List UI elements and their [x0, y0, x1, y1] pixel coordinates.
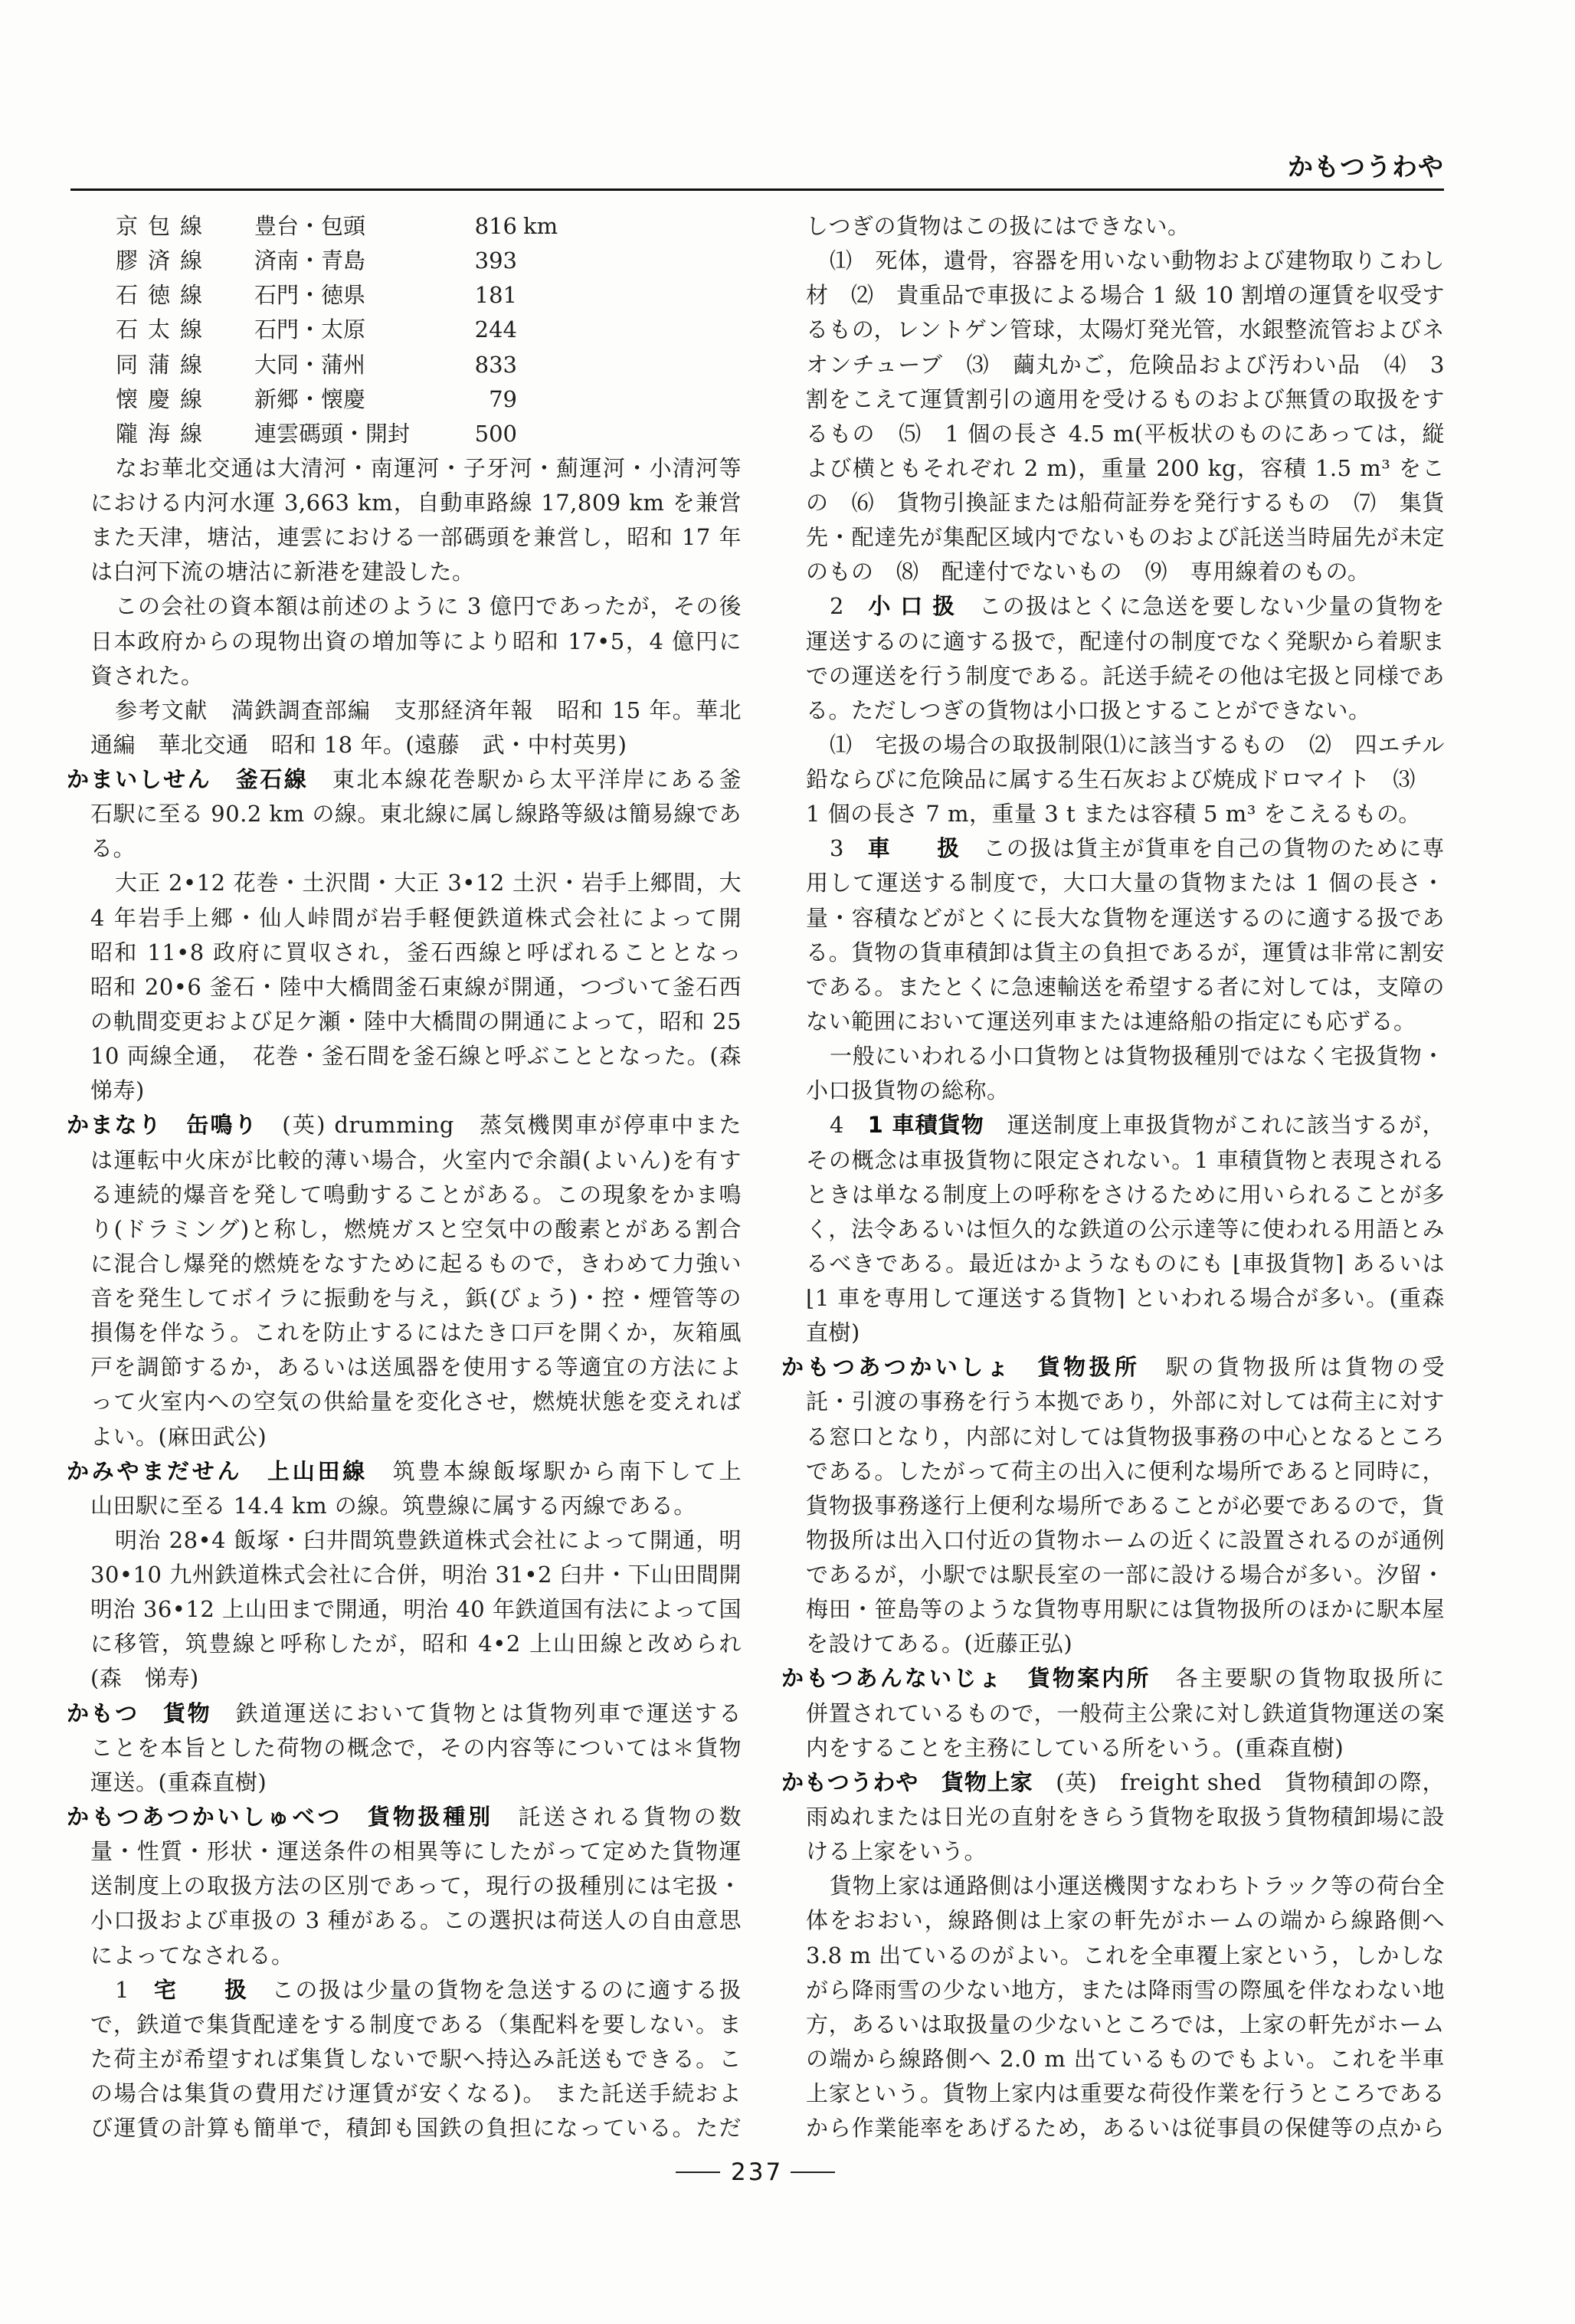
text-line — [806, 1212, 1445, 1246]
text-segment: 山田駅に至る 14.4 km の線。筑豊線に属する丙線である。 — [90, 1493, 696, 1519]
text-line — [806, 1834, 1445, 1868]
text-segment: 戸を調節するか，あるいは送風器を使用する等適宜の方法によ — [90, 1354, 742, 1380]
text-segment: である。またとくに急速輸送を希望する者に対しては，支障の — [806, 974, 1445, 1000]
text-segment: 明治 36•12 上山田まで開通，明治 40 年鉄道国有法によって国 — [90, 1596, 742, 1622]
text-segment: 筑豊本線飯塚駅から南下して上 — [368, 1458, 742, 1484]
text-segment: 30•10 九州鉄道株式会社に合併，明治 31•2 臼井・下山田間開 — [90, 1562, 742, 1588]
headword: 1 車積貨物 — [867, 1112, 984, 1138]
distance-value: 393 — [474, 247, 517, 274]
text-segment: た荷主が希望すれば集貨しないで駅へ持込み託送もできる。こ — [90, 2046, 742, 2072]
text-line — [806, 1558, 1445, 1591]
text-line — [806, 1696, 1445, 1730]
line-name: 隴海線 — [116, 421, 213, 447]
text-segment: 雨ぬれまたは日光の直射をきらう貨物を取扱う貨物積卸場に設 — [806, 1804, 1445, 1830]
text-segment: 体をおおい，線路側は上家の軒先がホームの端から線路側へ — [806, 1907, 1445, 1933]
text-segment: の ⑹ 貨物引換証または船荷証券を発行するもの ⑺ 集貨 — [806, 490, 1445, 516]
text-segment: 貨物扱事務遂行上便利な場所であることが必要であるので，貨 — [806, 1493, 1445, 1519]
text-segment: ける上家をいう。 — [806, 1838, 987, 1864]
running-head: かもつうわや — [1288, 152, 1444, 182]
text-line — [806, 1800, 1445, 1834]
text-line — [806, 901, 1445, 935]
paragraph-first-line — [830, 1039, 1445, 1073]
distance-value: 181 — [474, 282, 517, 308]
text-segment: るもの，レントゲン管球，太陽灯発光管，水銀整流管およびネ — [806, 316, 1445, 343]
paragraph-first-line — [830, 589, 1445, 623]
route-section: 豊台・包頭 — [254, 213, 366, 239]
text-segment: 貨物上家は通路側は小運送機関すなわちトラック等の荷台全 — [830, 1873, 1445, 1899]
text-line — [806, 2008, 1445, 2041]
text-segment: この会社の資本額は前述のように 3 億円であったが，その後 — [115, 593, 742, 619]
text-segment: よび横ともそれぞれ 2 m)，重量 200 kg，容積 1.5 m³ をこ — [806, 455, 1445, 481]
paragraph-first-line — [830, 728, 1445, 762]
headword: かまいしせん 釜石線 — [67, 766, 309, 792]
text-segment: を設けてある。(近藤正弘) — [806, 1631, 1073, 1657]
distance-value: 816 — [474, 213, 517, 239]
entry-headword-line — [781, 1350, 1445, 1384]
text-segment: 併置されているもので，一般荷主公衆に対し鉄道貨物運送の案 — [806, 1700, 1445, 1726]
text-segment: の軌間変更および足ケ瀬・陸中大橋間の開通によって，昭和 25 — [90, 1008, 742, 1034]
text-segment: るもの ⑸ 1 個の長さ 4.5 m(平板状のものにあっては，縦 — [806, 421, 1445, 447]
text-segment: 先・配達先が集配区域内でないものおよび託送当時届先が未定 — [806, 524, 1445, 550]
text-segment: 東北本線花巻駅から太平洋岸にある釜 — [308, 766, 742, 792]
entry-headword-line — [781, 1661, 1445, 1695]
distance-value: 833 — [474, 352, 517, 378]
text-segment: 1 — [115, 1977, 154, 2003]
text-segment: 量・容積などがとくに長大な貨物を運送するのに適する扱であ — [806, 905, 1445, 931]
line-name: 京包線 — [116, 213, 213, 239]
route-section: 済南・青島 — [254, 247, 366, 274]
text-segment: (森 悌寿) — [90, 1665, 199, 1691]
text-segment: また天津，塘沽，連雲における一部碼頭を兼営し，昭和 17 年 — [90, 524, 742, 550]
text-segment: 駅の貨物扱所は貨物の受 — [1140, 1354, 1445, 1380]
text-segment: ない範囲において運送列車または連絡船の指定にも応ずる。 — [806, 1008, 1416, 1034]
text-segment: 資された。 — [90, 663, 204, 689]
text-line — [806, 762, 1445, 796]
distance-value: 244 — [474, 316, 517, 343]
route-section: 石門・太原 — [254, 316, 366, 343]
text-line — [806, 1903, 1445, 1937]
text-segment: る窓口となり，内部に対しては貨物扱事務の中心となるところ — [806, 1424, 1445, 1450]
entry-headword-line — [781, 1765, 1445, 1799]
text-segment: る。貨物の貨車積卸は貨主の負担であるが，運賃は非常に割安 — [806, 939, 1445, 965]
text-line — [806, 1592, 1445, 1626]
text-segment: 10 両線全通， 花巻・釜石間を釜石線と呼ぶこととなった。(森 — [90, 1043, 742, 1069]
text-segment: によってなされる。 — [90, 1942, 294, 1968]
paragraph-first-line — [830, 244, 1445, 277]
route-section: 大同・蒲州 — [254, 352, 366, 378]
headword: かもつあんないじょ 貨物案内所 — [781, 1665, 1151, 1691]
text-segment: で，鉄道で集貨配達をする制度である（集配料を要しない。ま — [90, 2011, 742, 2037]
text-segment: 運送。(重森直樹) — [90, 1769, 267, 1795]
headword: 車 扱 — [867, 835, 961, 861]
text-segment: での運送を行う制度である。託送手続その他は宅扱と同様であ — [806, 663, 1445, 689]
text-line — [806, 1385, 1445, 1418]
distance-value: 500 — [474, 421, 517, 447]
text-segment: 鉄道運送において貨物とは貨物列車で運送する — [211, 1700, 742, 1726]
text-segment: 送制度上の取扱方法の区別であって，現行の扱種別には宅扱・ — [90, 1873, 742, 1899]
headword: かもつうわや 貨物上家 — [781, 1769, 1033, 1795]
text-segment: 物扱所は出入口付近の貨物ホームの近くに設置されるのが通例 — [806, 1527, 1445, 1553]
text-segment: ことを本旨とした荷物の概念で，その内容等については＊貨物 — [90, 1735, 742, 1761]
text-line — [806, 1973, 1445, 2007]
text-segment: 4 — [830, 1112, 868, 1138]
text-segment: び運賃の計算も簡単で，積卸も国鉄の負担になっている。ただ — [90, 2115, 742, 2141]
text-segment: 託・引渡の事務を行う本拠であり，外部に対しては荷主に対す — [806, 1388, 1445, 1414]
text-segment: 運送制度上車扱貨物がこれに該当するが， — [984, 1112, 1445, 1138]
text-line — [806, 1731, 1445, 1765]
distance-unit: km — [523, 213, 558, 239]
headword: 宅 扱 — [153, 1977, 248, 2003]
route-section: 石門・徳県 — [254, 282, 366, 308]
text-line — [806, 936, 1445, 969]
text-segment: 材 ⑵ 貴重品で車扱による場合 1 級 10 割増の運賃を収受す — [806, 282, 1445, 308]
text-segment: く，法令あるいは恒久的な鉄道の公示達等に使われる用語とみ — [806, 1216, 1445, 1242]
text-line — [806, 209, 1445, 243]
headword: かもつあつかいしょ 貨物扱所 — [781, 1354, 1141, 1380]
text-segment: ⑴ 死体，遺骨，容器を用いない動物および建物取りこわし — [830, 247, 1445, 274]
text-segment: の場合は集貨の費用だけ運賃が安くなる)。 また託送手続およ — [90, 2080, 742, 2106]
text-line — [806, 278, 1445, 312]
paragraph-first-line — [830, 1108, 1445, 1142]
text-segment: 一般にいわれる小口貨物とは貨物扱種別ではなく宅扱貨物・ — [830, 1043, 1445, 1069]
text-segment: 音を発生してボイラに振動を与え，鋲(びょう)・控・煙管等の — [90, 1285, 742, 1311]
text-segment: 明治 28•4 飯塚・臼井間筑豊鉄道株式会社によって開通，明 — [115, 1527, 742, 1553]
headword: かみやまだせん 上山田線 — [67, 1458, 368, 1484]
text-segment: 悌寿) — [90, 1077, 145, 1103]
line-name: 石太線 — [116, 316, 213, 343]
text-segment: 託送される貨物の数 — [493, 1804, 742, 1830]
text-line — [806, 866, 1445, 900]
text-line — [806, 624, 1445, 658]
page-number-dash-right — [791, 2172, 835, 2173]
text-line — [806, 659, 1445, 693]
text-segment: オンチューブ ⑶ 繭丸かご，危険品および汚わい品 ⑷ 3 — [806, 352, 1445, 378]
text-line — [806, 520, 1445, 554]
text-line — [806, 797, 1445, 831]
line-name: 同蒲線 — [116, 352, 213, 378]
text-line — [806, 2111, 1445, 2145]
text-segment: って火室内への空気の供給量を変化させ，燃焼状態を変えれば — [90, 1388, 742, 1414]
text-segment: の端から線路側へ 2.0 m 出ているものでもよい。これを半車 — [806, 2046, 1445, 2072]
paragraph-first-line — [830, 831, 1445, 865]
line-name: 懐慶線 — [116, 386, 213, 412]
text-segment: 昭和 11•8 政府に買収され，釜石西線と呼ばれることとなっ — [90, 939, 742, 965]
text-segment: よい。(麻田武公) — [90, 1424, 267, 1450]
text-line — [806, 1420, 1445, 1454]
text-line — [806, 1627, 1445, 1660]
text-line — [806, 2042, 1445, 2076]
text-segment: 用して運送する制度で，大口大量の貨物または 1 個の長さ・ — [806, 870, 1445, 896]
text-segment: に混合し爆発的燃焼をなすために起るもので，きわめて力強い — [90, 1251, 742, 1277]
text-segment: 昭和 20•6 釜石・陸中大橋間釜石東線が開通，つづいて釜石西 — [90, 974, 742, 1000]
text-line — [806, 486, 1445, 520]
text-segment: るべきである。最近はかようなものにも ⌊車扱貨物⌉ あるいは — [806, 1251, 1445, 1277]
text-line — [806, 1454, 1445, 1488]
line-name: 石徳線 — [116, 282, 213, 308]
text-segment: る連続的爆音を発して鳴動することがある。この現象をかま鳴 — [90, 1182, 742, 1208]
text-segment: は運転中火床が比較的薄い場合，火室内で余韻(よいん)を有す — [90, 1147, 742, 1173]
text-segment: であるが，小駅では駅長室の一部に設ける場合が多い。汐留・ — [806, 1562, 1445, 1588]
text-line — [806, 451, 1445, 485]
text-segment: ⌊1 車を専用して運送する貨物⌉ といわれる場合が多い。(重森 — [806, 1285, 1445, 1311]
page-number-dash-left — [676, 2172, 720, 2173]
text-segment: ⑴ 宅扱の場合の取扱制限⑴に該当するもの ⑵ 四エチル — [830, 732, 1445, 758]
text-segment: 方，あるいは取扱量の少ないところでは，上家の軒先がホーム — [806, 2011, 1445, 2037]
text-segment: しつぎの貨物はこの扱にはできない。 — [806, 213, 1190, 239]
text-segment: における内河水運 3,663 km，自動車路線 17,809 km を兼営 — [90, 490, 742, 516]
text-segment: である。したがって荷主の出入に便利な場所であると同時に， — [806, 1458, 1445, 1484]
text-line — [806, 1316, 1445, 1349]
text-segment: から作業能率をあげるため，あるいは従事員の保健等の点から — [806, 2115, 1445, 2141]
text-segment: 3 — [830, 835, 868, 861]
text-segment: のもの ⑻ 配達付でないもの ⑼ 専用線着のもの。 — [806, 559, 1370, 585]
text-line — [806, 2077, 1445, 2110]
line-name: 膠済線 — [116, 247, 213, 274]
text-line — [806, 693, 1445, 727]
text-segment: ときは単なる制度上の呼称をさけるために用いられることが多 — [806, 1182, 1445, 1208]
text-segment: 直樹) — [806, 1319, 860, 1346]
text-segment: 割をこえて運賃割引の適用を受けるものおよび無賃の取扱をす — [806, 386, 1445, 412]
headword: かもつ 貨物 — [67, 1700, 212, 1726]
text-segment: 1 個の長さ 7 m，重量 3 t または容積 5 m³ をこえるもの。 — [806, 801, 1421, 827]
text-line — [806, 1281, 1445, 1315]
headword: 小 口 扱 — [868, 593, 956, 619]
text-segment: に移管，筑豊線と呼称したが，昭和 4•2 上山田線と改められ — [90, 1631, 742, 1657]
text-segment: なお華北交通は大清河・南運河・子牙河・薊運河・小清河等 — [115, 455, 742, 481]
text-line — [806, 417, 1445, 451]
distance-value: 79 — [489, 386, 517, 412]
text-line — [806, 1939, 1445, 1972]
text-line — [806, 1073, 1445, 1107]
text-segment: がら降雨雪の少ない地方，または降雨雪の際風を伴なわない地 — [806, 1977, 1445, 2003]
text-segment: り(ドラミング)と称し，燃焼ガスと空気中の酸素とがある割合 — [90, 1216, 742, 1242]
text-line — [806, 348, 1445, 382]
text-line — [806, 382, 1445, 416]
text-segment: (英) freight shed 貨物積卸の際， — [1033, 1769, 1445, 1795]
text-line — [806, 1005, 1445, 1038]
text-segment: 小口扱および車扱の 3 種がある。この選択は荷送人の自由意思 — [90, 1907, 742, 1933]
text-segment: 鉛ならびに危険品に属する生石灰および焼成ドロマイト ⑶ — [806, 766, 1416, 792]
text-segment: 各主要駅の貨物取扱所に — [1151, 1665, 1445, 1691]
text-segment: (英) drumming 蒸気機関車が停車中また — [258, 1112, 742, 1138]
headword: かまなり 缶鳴り — [67, 1112, 259, 1138]
text-segment: 2 — [830, 593, 869, 619]
text-line — [806, 1523, 1445, 1557]
text-segment: 4 年岩手上郷・仙人峠間が岩手軽便鉄道株式会社によって開 — [90, 905, 742, 931]
text-line — [806, 970, 1445, 1004]
text-line — [806, 1247, 1445, 1280]
text-line — [806, 1143, 1445, 1177]
text-segment: 量・性質・形状・運送条件の相異等にしたがって定めた貨物運 — [90, 1838, 742, 1864]
text-segment: この扱は貨主が貨車を自己の貨物のために専 — [960, 835, 1445, 861]
text-segment: 通編 華北交通 昭和 18 年。(遠藤 武・中村英男) — [90, 732, 627, 758]
text-line — [806, 1489, 1445, 1523]
text-segment: る。ただしつぎの貨物は小口扱とすることができない。 — [806, 697, 1371, 723]
text-segment: 3.8 m 出ているのがよい。これを全車覆上家という，しかしな — [806, 1942, 1445, 1968]
text-line — [806, 313, 1445, 346]
route-section: 新郷・懐慶 — [254, 386, 366, 412]
text-line — [806, 1178, 1445, 1211]
text-segment: 参考文献 満鉄調査部編 支那経済年報 昭和 15 年。華北 — [115, 697, 742, 723]
text-segment: る。 — [90, 835, 136, 861]
text-segment: この扱はとくに急送を要しない少量の貨物を — [955, 593, 1445, 619]
paragraph-first-line — [830, 1869, 1445, 1903]
text-segment: 石駅に至る 90.2 km の線。東北線に属し線路等級は簡易線であ — [90, 801, 742, 827]
text-segment: 上家という。貨物上家内は重要な荷役作業を行うところである — [806, 2080, 1445, 2106]
headword: かもつあつかいしゅべつ 貨物扱種別 — [67, 1804, 493, 1830]
page-number: 237 — [731, 2158, 784, 2186]
text-segment: その概念は車扱貨物に限定されない。1 車積貨物と表現される — [806, 1147, 1445, 1173]
route-section: 連雲碼頭・開封 — [254, 421, 411, 447]
text-segment: 梅田・笹島等のような貨物専用駅には貨物扱所のほかに駅本屋 — [806, 1596, 1445, 1622]
text-segment: 内をすることを主務にしている所をいう。(重森直樹) — [806, 1735, 1344, 1761]
text-segment: 運送するのに適する扱で，配達付の制度でなく発駅から着駅ま — [806, 628, 1445, 654]
text-segment: 日本政府からの現物出資の増加等により昭和 17•5，4 億円に — [90, 628, 742, 654]
text-segment: 小口扱貨物の総称。 — [806, 1077, 1010, 1103]
text-segment: は白河下流の塘沽に新港を建設した。 — [90, 559, 475, 585]
text-segment: 大正 2•12 花巻・土沢間・大正 3•12 土沢・岩手上郷間，大 — [115, 870, 742, 896]
text-segment: この扱は少量の貨物を急送するのに適する扱 — [247, 1977, 742, 2003]
text-segment: 損傷を伴なう。これを防止するにはたき口戸を開くか，灰箱風 — [90, 1319, 742, 1346]
text-line — [806, 555, 1445, 588]
